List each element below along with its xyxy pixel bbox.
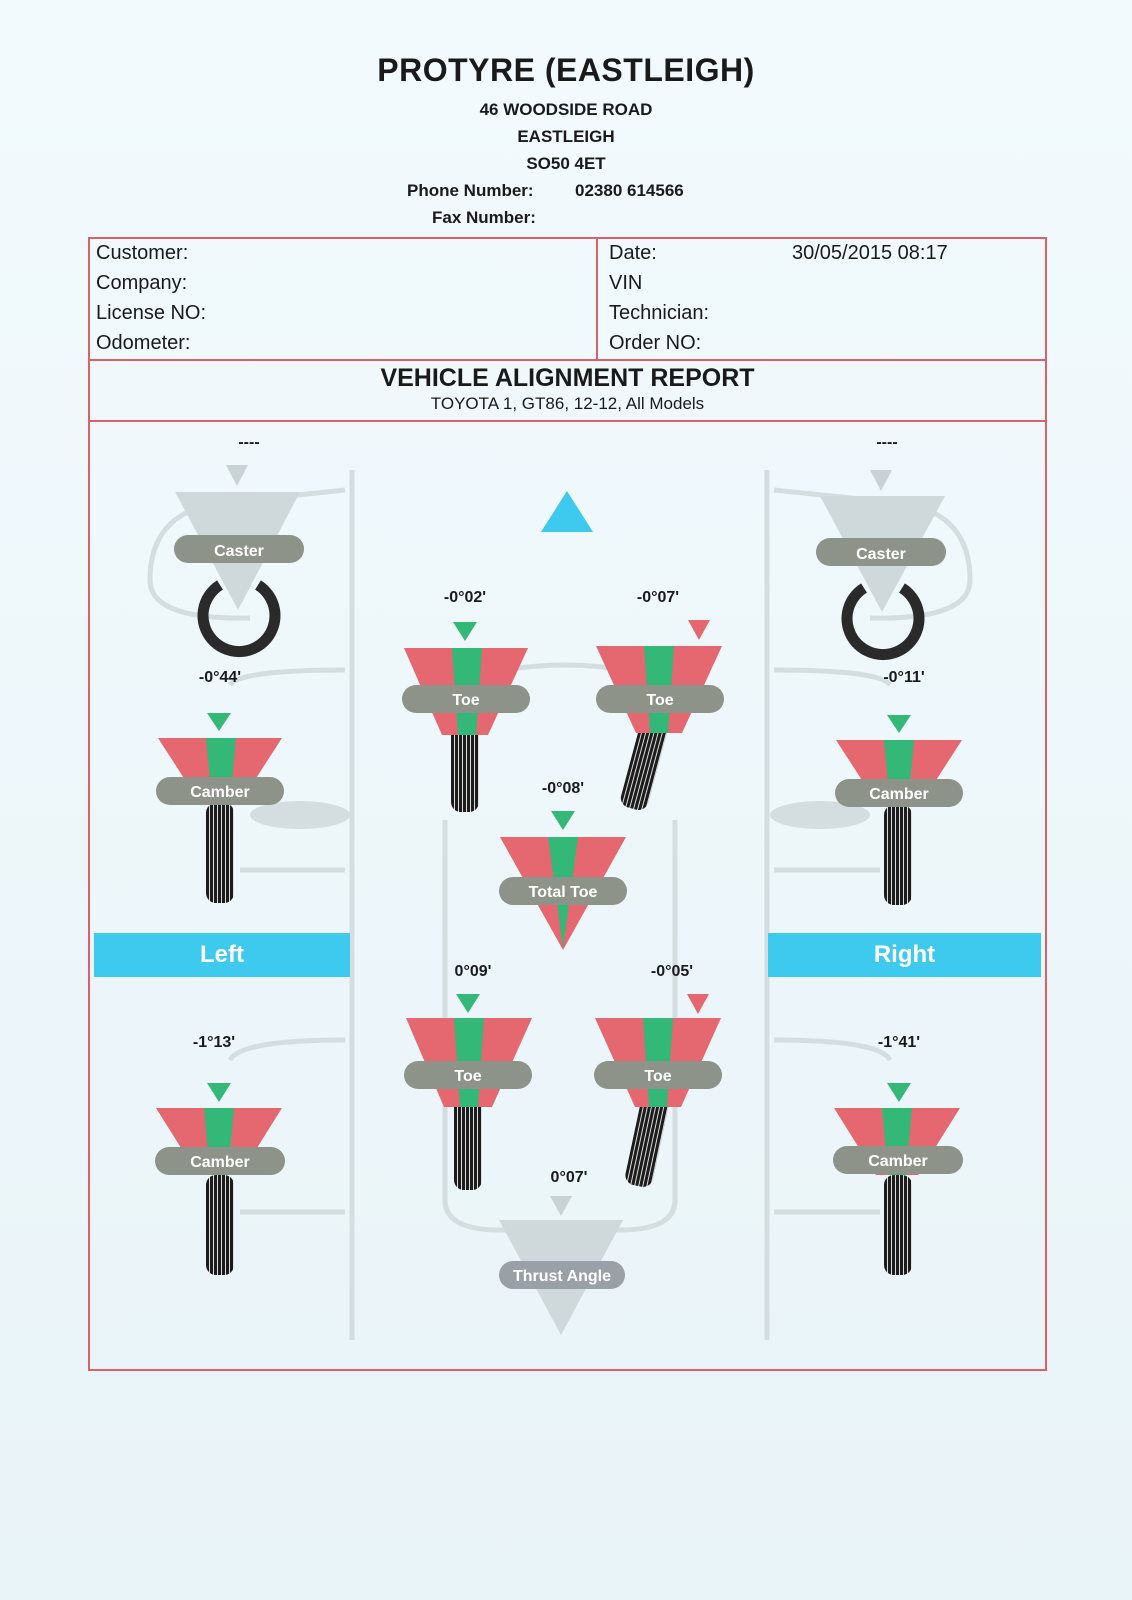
total-toe-label: Total Toe bbox=[528, 884, 598, 901]
camber-label: Camber bbox=[190, 1154, 250, 1171]
company-label: Company: bbox=[96, 272, 188, 294]
toe-value-front-left: -0°02' bbox=[443, 589, 487, 606]
toe-value-rear-right: -0°05' bbox=[650, 963, 694, 980]
customer-label: Customer: bbox=[96, 242, 189, 264]
camber-value-front-right: -0°11' bbox=[883, 669, 925, 686]
camber-gauge-rear-right bbox=[833, 1083, 963, 1275]
order-label: Order NO: bbox=[609, 332, 702, 354]
caster-value-left: ---- bbox=[238, 434, 260, 451]
phone-value: 02380 614566 bbox=[575, 181, 684, 200]
total-toe-value: -0°08' bbox=[541, 780, 585, 797]
camber-value-front-left: -0°44' bbox=[198, 669, 242, 686]
camber-gauge-rear-left bbox=[155, 1083, 285, 1275]
address-line-1: 46 WOODSIDE ROAD bbox=[479, 100, 653, 119]
forward-direction-icon bbox=[541, 491, 593, 532]
camber-label: Camber bbox=[190, 784, 250, 801]
toe-label: Toe bbox=[454, 1068, 482, 1085]
technician-label: Technician: bbox=[609, 302, 710, 324]
toe-gauge-front-left bbox=[402, 622, 530, 812]
toe-gauge-rear-left bbox=[404, 994, 532, 1190]
date-value: 30/05/2015 08:17 bbox=[792, 242, 948, 264]
camber-label: Camber bbox=[869, 786, 929, 803]
total-toe-gauge bbox=[499, 811, 627, 950]
toe-value-rear-left: 0°09' bbox=[454, 963, 492, 980]
vehicle-description: TOYOTA 1, GT86, 12-12, All Models bbox=[430, 394, 705, 413]
toe-label: Toe bbox=[452, 692, 480, 709]
thrust-angle-value: 0°07' bbox=[550, 1169, 588, 1186]
toe-value-front-right: -0°07' bbox=[636, 589, 680, 606]
toe-label: Toe bbox=[644, 1068, 672, 1085]
camber-label: Camber bbox=[868, 1153, 928, 1170]
thrust-angle-label: Thrust Angle bbox=[512, 1268, 612, 1285]
shop-name: PROTYRE (EASTLEIGH) bbox=[377, 52, 755, 88]
caster-gauge-left bbox=[174, 465, 304, 652]
toe-gauge-rear-right bbox=[594, 994, 722, 1189]
right-side-band: Right bbox=[768, 933, 1041, 977]
caster-gauge-right bbox=[816, 470, 946, 655]
left-side-band: Left bbox=[94, 933, 350, 977]
toe-gauge-front-right bbox=[596, 620, 724, 812]
caster-label-right: Caster bbox=[856, 546, 906, 563]
address-postcode: SO50 4ET bbox=[526, 154, 606, 173]
caster-value-right: ---- bbox=[876, 434, 898, 451]
camber-value-rear-left: -1°13' bbox=[192, 1034, 236, 1051]
report-title: VEHICLE ALIGNMENT REPORT bbox=[380, 364, 755, 392]
toe-label: Toe bbox=[646, 692, 674, 709]
caster-label-left: Caster bbox=[214, 543, 264, 560]
thrust-angle-gauge bbox=[499, 1196, 625, 1335]
address-line-2: EASTLEIGH bbox=[517, 127, 615, 146]
vin-label: VIN bbox=[609, 272, 643, 294]
license-label: License NO: bbox=[96, 302, 207, 324]
fax-label: Fax Number: bbox=[432, 208, 536, 227]
phone-label: Phone Number: bbox=[407, 181, 534, 200]
camber-value-rear-right: -1°41' bbox=[877, 1034, 921, 1051]
odometer-label: Odometer: bbox=[96, 332, 191, 354]
date-label: Date: bbox=[609, 242, 657, 264]
